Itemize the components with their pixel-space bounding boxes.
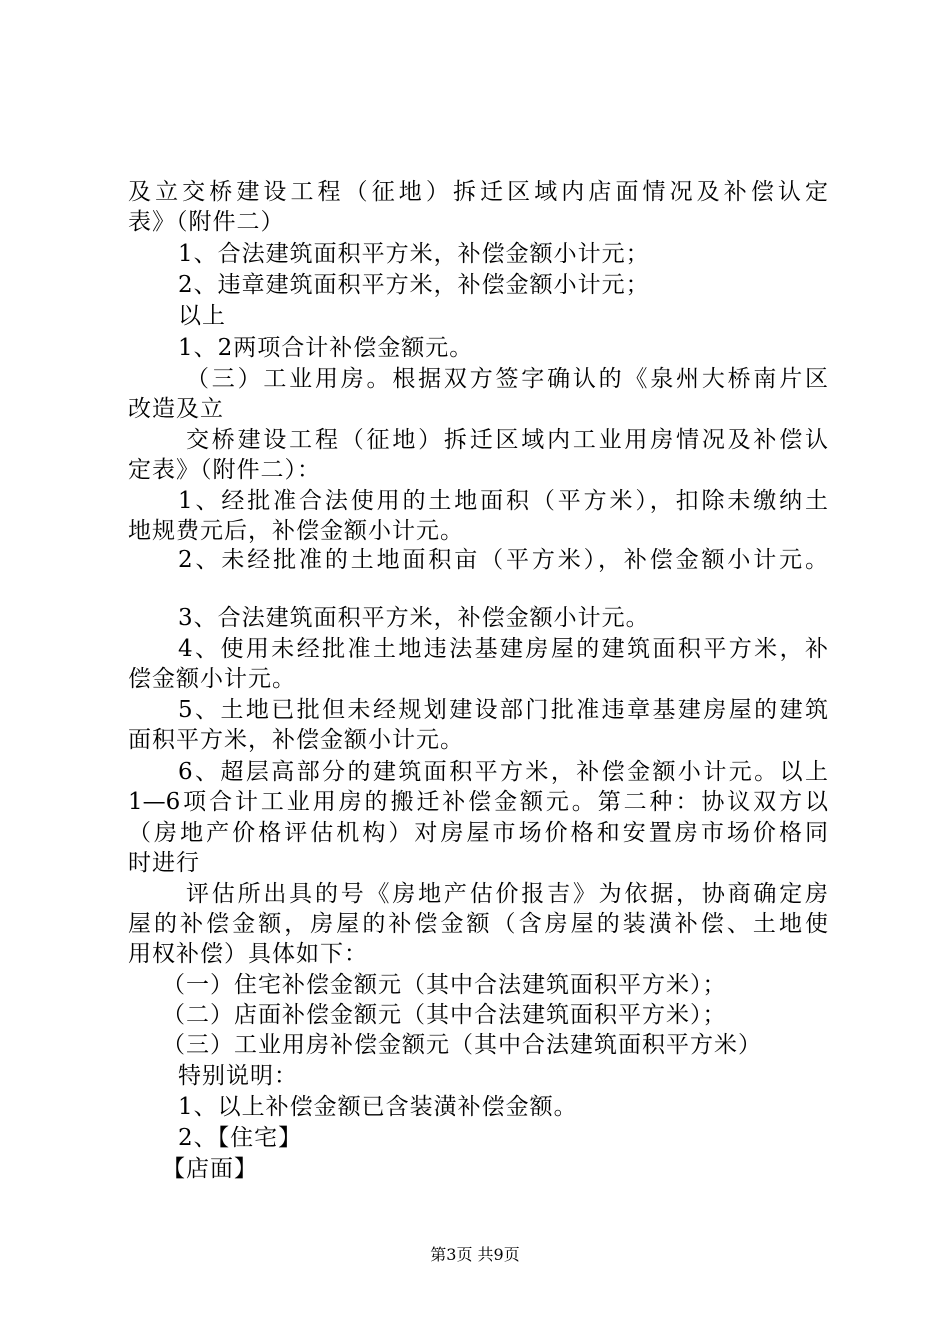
text-line: 3、合法建筑面积平方米，补偿金额小计元。 — [178, 605, 650, 631]
text-line: 改造及立 — [128, 396, 224, 422]
text-line: 偿金额小计元。 — [128, 666, 296, 692]
text-line: 6、超层高部分的建筑面积平方米，补偿金额小计元。以上 — [178, 759, 828, 785]
text-line: 表》（附件二） — [128, 209, 285, 235]
text-line: 时进行 — [128, 850, 200, 876]
text-line: 以上 — [178, 303, 226, 329]
text-line: 用权补偿）具体如下： — [128, 941, 368, 967]
text-line: 2、违章建筑面积平方米，补偿金额小计元； — [178, 272, 650, 298]
text-line: （三）工业用房。根据双方签字确认的《泉州大桥南片区 — [186, 366, 828, 392]
text-line: 定表》（附件二）： — [128, 457, 321, 483]
text-line: 1—6项合计工业用房的搬迁补偿金额元。第二种：协议双方以 — [128, 789, 828, 815]
text-line: （房地产价格评估机构）对房屋市场价格和安置房市场价格同 — [128, 820, 828, 846]
text-line: 屋的补偿金额，房屋的补偿金额（含房屋的装潢补偿、土地使 — [128, 911, 828, 937]
text-line: （三）工业用房补偿金额元（其中合法建筑面积平方米） — [162, 1032, 762, 1058]
text-line: 1、经批准合法使用的土地面积（平方米），扣除未缴纳土 — [178, 488, 828, 514]
text-line: 面积平方米，补偿金额小计元。 — [128, 727, 464, 753]
text-line: 2、【住宅】 — [178, 1125, 303, 1151]
text-line: 地规费元后，补偿金额小计元。 — [128, 518, 464, 544]
text-line: （二）店面补偿金额元（其中合法建筑面积平方米）； — [162, 1002, 727, 1028]
text-line: 评估所出具的号《房地产估价报吉》为依据，协商确定房 — [186, 881, 828, 907]
text-line: 1、2两项合计补偿金额元。 — [178, 335, 474, 361]
text-line: 1、以上补偿金额已含装潢补偿金额。 — [178, 1094, 578, 1120]
text-line: 特别说明： — [178, 1063, 298, 1089]
text-line: 5、土地已批但未经规划建设部门批准违章基建房屋的建筑 — [178, 697, 828, 723]
text-line: 4、使用未经批准土地违法基建房屋的建筑面积平方米，补 — [178, 636, 828, 662]
text-line: 【店面】 — [162, 1156, 258, 1182]
text-line: 及立交桥建设工程（征地）拆迁区域内店面情况及补偿认定 — [128, 179, 828, 205]
text-line: 交桥建设工程（征地）拆迁区域内工业用房情况及补偿认 — [186, 427, 828, 453]
page-footer: 第3页 共9页 — [430, 1245, 520, 1264]
text-line: 2、未经批准的土地面积亩（平方米），补偿金额小计元。 — [178, 547, 828, 573]
text-line: （一）住宅补偿金额元（其中合法建筑面积平方米）； — [162, 972, 727, 998]
text-line: 1、合法建筑面积平方米，补偿金额小计元； — [178, 241, 650, 267]
